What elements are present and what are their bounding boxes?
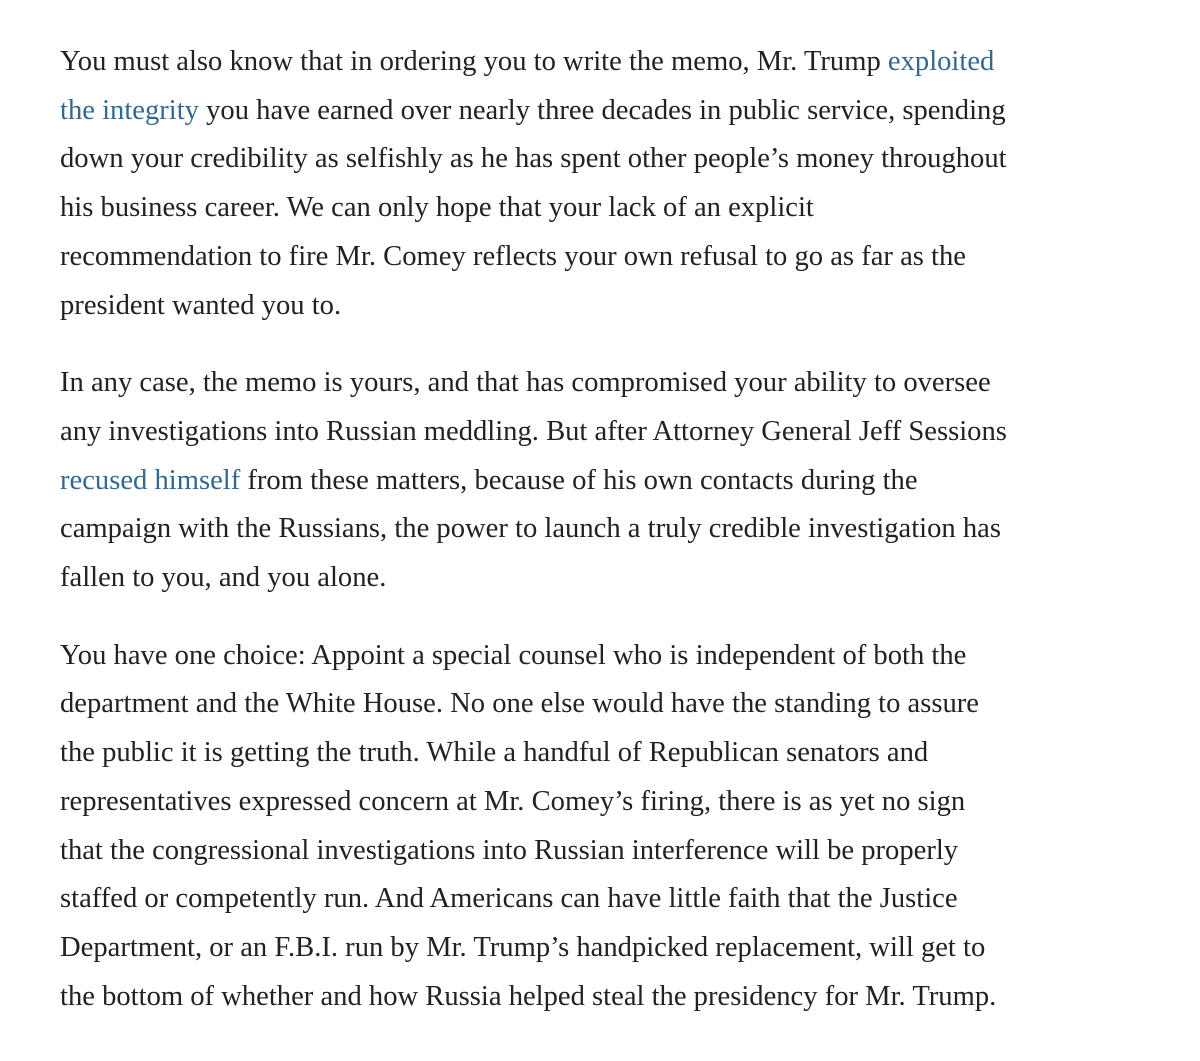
link-exploited-the-integrity[interactable]: exploited: [887, 46, 995, 77]
text-line: campaign with the Russians, the power to launch a truly credible investigation has: [60, 513, 1001, 545]
text-line: In any case, the memo is yours, and that has compromised your ability to oversee: [60, 367, 991, 399]
paragraph: [60, 359, 1170, 603]
text-line: the bottom of whether and how Russia helped steal the presidency for Mr. Trump.: [60, 980, 997, 1012]
text-line: [60, 87, 1170, 136]
text-line: any investigations into Russian meddling. But after Attorney General Jeff Sessions: [60, 415, 1007, 447]
text-line: down your credibility as selfishly as he has spent other people’s money throughout: [60, 143, 1007, 175]
text-line: president wanted you to.: [60, 289, 342, 321]
text-line: [60, 38, 1170, 87]
text-line: You have one choice: Appoint a special counsel who is independent of both the: [60, 639, 967, 671]
text-line: representatives expressed concern at Mr. Comey’s firing, there is as yet no sign: [60, 785, 966, 817]
article-body: [60, 38, 1170, 1050]
text-segment: from these matters, because of his own contacts during the: [240, 464, 918, 496]
text-segment: You must also know that in ordering you to write the memo, Mr. Trump: [60, 46, 888, 77]
paragraph: [60, 38, 1170, 330]
link-exploited-the-integrity-continued[interactable]: the integrity: [60, 94, 199, 126]
paragraph: [60, 632, 1170, 1022]
link-recused-himself[interactable]: recused himself: [60, 464, 241, 496]
text-line: recommendation to fire Mr. Comey reflects your own refusal to go as far as the: [60, 240, 966, 272]
text-line: fallen to you, and you alone.: [60, 562, 387, 594]
text-line: his business career. We can only hope that your lack of an explicit: [60, 192, 814, 224]
text-segment: you have earned over nearly three decades in public service, spending: [198, 94, 1006, 126]
text-line: Department, or an F.B.I. run by Mr. Trump’s handpicked replacement, will get to: [60, 931, 986, 963]
text-line: department and the White House. No one else would have the standing to assure: [60, 688, 979, 720]
text-line: [60, 457, 1170, 506]
text-line: staffed or competently run. And Americans can have little faith that the Justice: [60, 883, 958, 915]
text-line: the public it is getting the truth. While a handful of Republican senators and: [60, 737, 929, 769]
text-line: that the congressional investigations into Russian interference will be properly: [60, 834, 959, 866]
